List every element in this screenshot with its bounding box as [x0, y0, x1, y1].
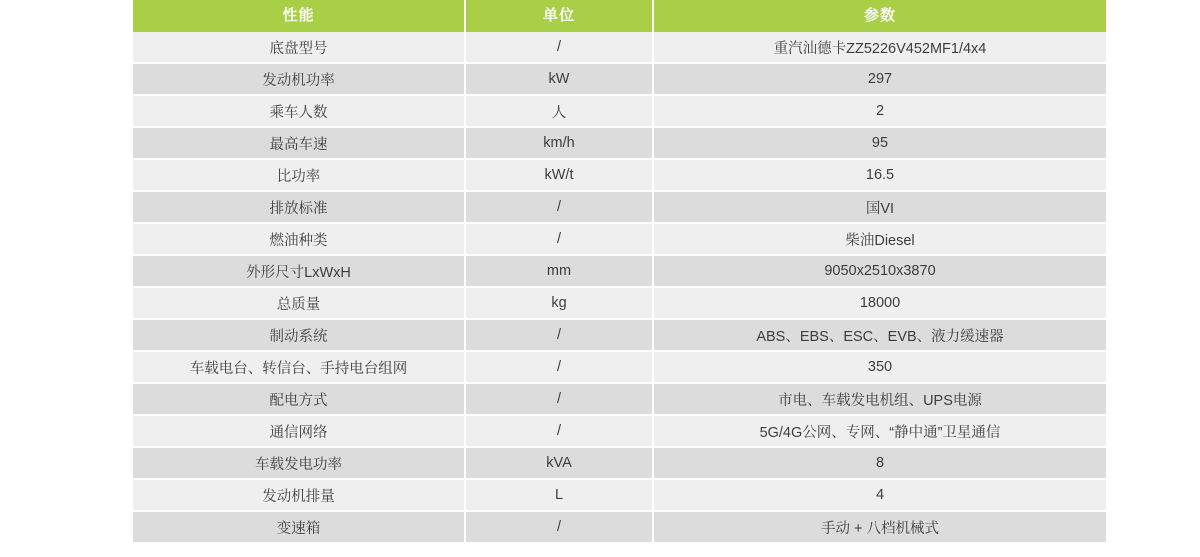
column-header-parameter: 参数 [653, 0, 1106, 32]
cell-unit: kW [465, 63, 653, 95]
cell-parameter: 市电、车载发电机组、UPS电源 [653, 383, 1106, 415]
cell-parameter: 重汽汕德卡ZZ5226V452MF1/4x4 [653, 32, 1106, 63]
table-header [133, 0, 1106, 32]
cell-performance: 燃油种类 [133, 223, 465, 255]
cell-unit: km/h [465, 127, 653, 159]
cell-parameter: 8 [653, 447, 1106, 479]
cell-unit: mm [465, 255, 653, 287]
cell-unit: / [465, 415, 653, 447]
column-header-performance: 性能 [133, 0, 465, 32]
cell-parameter: 4 [653, 479, 1106, 511]
table-row [133, 32, 1106, 63]
cell-parameter: 手动 + 八档机械式 [653, 511, 1106, 542]
cell-parameter: 18000 [653, 287, 1106, 319]
cell-unit: / [465, 191, 653, 223]
cell-performance: 车载发电功率 [133, 447, 465, 479]
cell-performance: 最高车速 [133, 127, 465, 159]
cell-parameter: ABS、EBS、ESC、EVB、液力缓速器 [653, 319, 1106, 351]
cell-performance: 通信网络 [133, 415, 465, 447]
table-body [133, 32, 1106, 542]
cell-performance: 车载电台、转信台、手持电台组网 [133, 351, 465, 383]
column-header-unit: 单位 [465, 0, 653, 32]
cell-unit: kVA [465, 447, 653, 479]
cell-unit: L [465, 479, 653, 511]
table-row [133, 63, 1106, 95]
cell-performance: 制动系统 [133, 319, 465, 351]
cell-parameter: 2 [653, 95, 1106, 127]
table-row [133, 415, 1106, 447]
cell-parameter: 9050x2510x3870 [653, 255, 1106, 287]
cell-performance: 发动机功率 [133, 63, 465, 95]
cell-performance: 总质量 [133, 287, 465, 319]
table-row [133, 383, 1106, 415]
cell-parameter: 柴油Diesel [653, 223, 1106, 255]
table-row [133, 479, 1106, 511]
cell-unit: 人 [465, 95, 653, 127]
cell-performance: 发动机排量 [133, 479, 465, 511]
cell-unit: / [465, 223, 653, 255]
cell-parameter: 国VI [653, 191, 1106, 223]
cell-performance: 比功率 [133, 159, 465, 191]
vehicle-spec-table [133, 0, 1106, 542]
cell-parameter: 297 [653, 63, 1106, 95]
cell-performance: 乘车人数 [133, 95, 465, 127]
table-row [133, 287, 1106, 319]
table-row [133, 511, 1106, 542]
cell-unit: / [465, 511, 653, 542]
cell-unit: kg [465, 287, 653, 319]
cell-unit: kW/t [465, 159, 653, 191]
cell-parameter: 16.5 [653, 159, 1106, 191]
cell-performance: 配电方式 [133, 383, 465, 415]
table-header-row [133, 0, 1106, 32]
table-row [133, 319, 1106, 351]
cell-performance: 排放标准 [133, 191, 465, 223]
table-row [133, 255, 1106, 287]
cell-performance: 底盘型号 [133, 32, 465, 63]
table-row [133, 95, 1106, 127]
cell-parameter: 5G/4G公网、专网、“静中通”卫星通信 [653, 415, 1106, 447]
cell-parameter: 350 [653, 351, 1106, 383]
table-row [133, 223, 1106, 255]
cell-performance: 变速箱 [133, 511, 465, 542]
cell-unit: / [465, 32, 653, 63]
cell-unit: / [465, 319, 653, 351]
table-row [133, 159, 1106, 191]
cell-unit: / [465, 383, 653, 415]
table-row [133, 127, 1106, 159]
cell-parameter: 95 [653, 127, 1106, 159]
table-row [133, 447, 1106, 479]
cell-unit: / [465, 351, 653, 383]
cell-performance: 外形尺寸LxWxH [133, 255, 465, 287]
table-row [133, 191, 1106, 223]
table-row [133, 351, 1106, 383]
